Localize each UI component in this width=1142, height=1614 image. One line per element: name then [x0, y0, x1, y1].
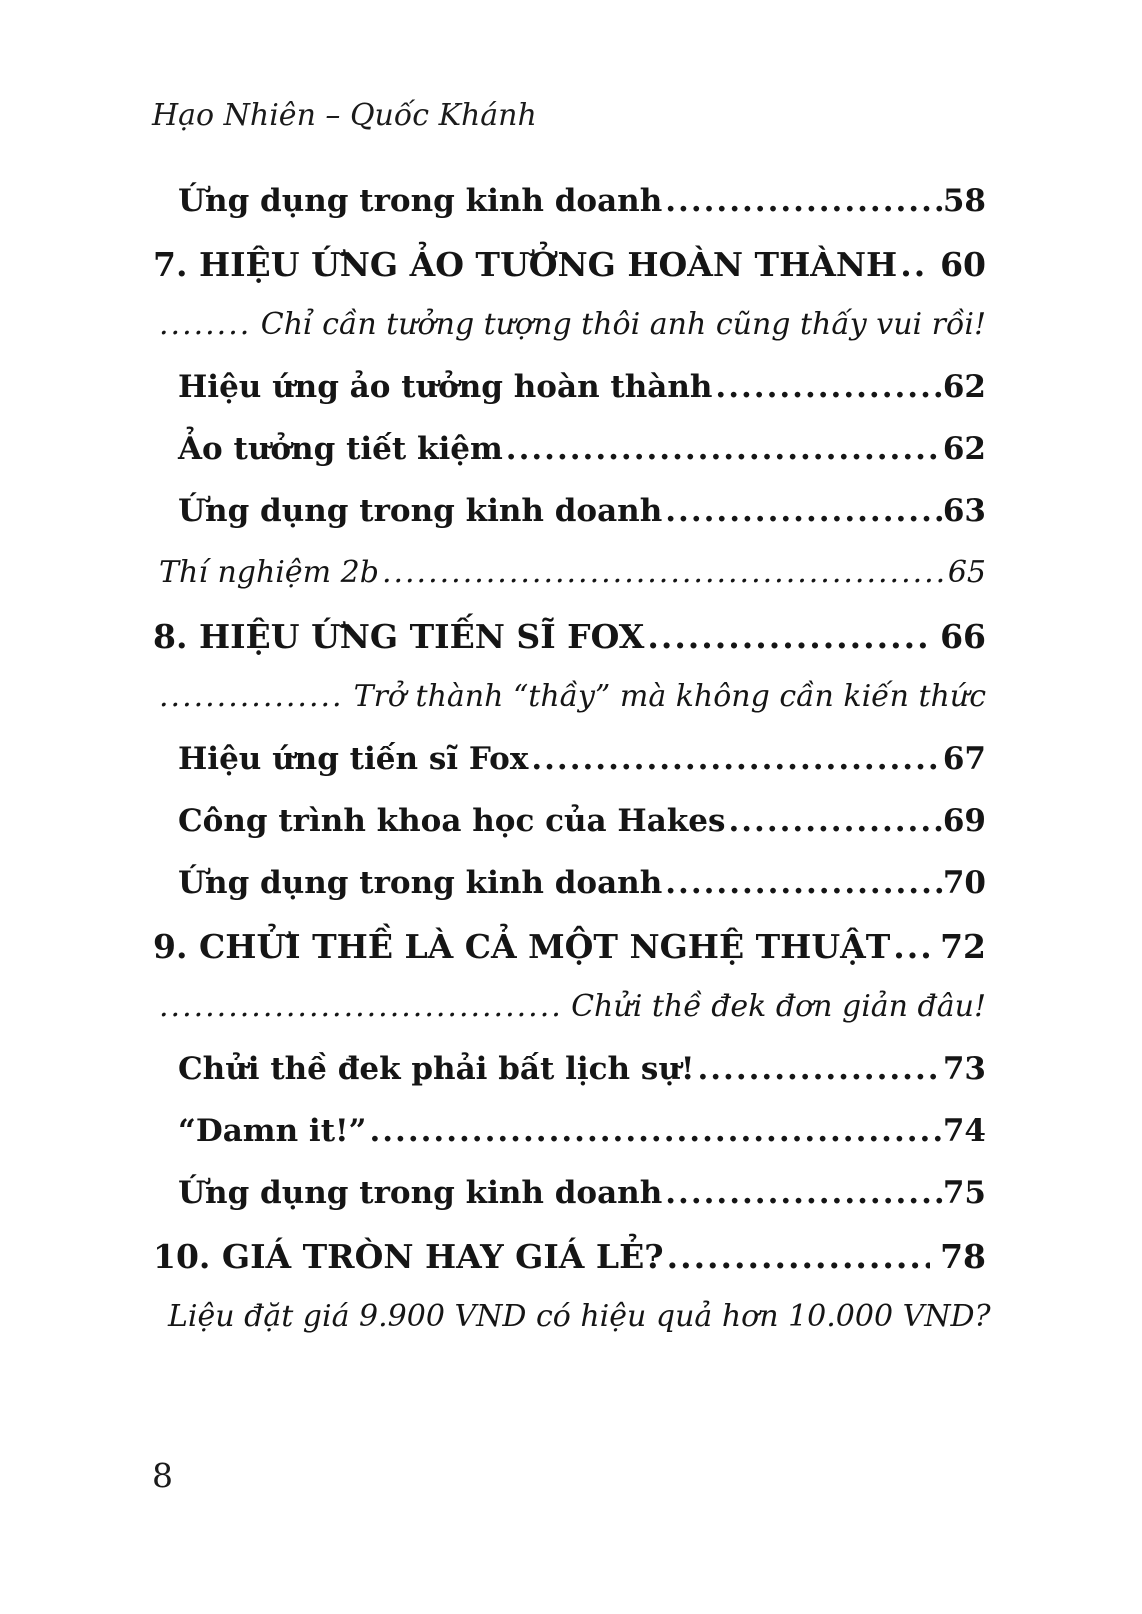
toc-chapter-entry [153, 617, 986, 657]
entry-page-number: 67 [942, 741, 986, 777]
dot-leader [664, 1237, 930, 1276]
toc-sub-entry [178, 1175, 986, 1215]
entry-label: Ứng dụng trong kinh doanh [178, 183, 663, 219]
toc-chapter-tagline [159, 307, 986, 347]
entry-label: Chửi thề đek phải bất lịch sự! [178, 1051, 695, 1087]
dot-leader [159, 679, 345, 714]
toc-chapter-entry [153, 1237, 986, 1277]
entry-page-number: 62 [942, 369, 986, 405]
toc-chapter-tagline [159, 679, 986, 719]
entry-label: Công trình khoa học của Hakes [178, 803, 726, 839]
toc-sub-entry [178, 1051, 986, 1091]
dot-leader [644, 617, 930, 656]
dot-leader [159, 989, 562, 1024]
toc-sub-entry [178, 431, 986, 471]
entry-label: 8. HIỆU ỨNG TIẾN SĨ FOX [153, 617, 645, 656]
entry-page-number: 74 [942, 1113, 986, 1149]
dot-leader [712, 369, 942, 405]
toc-sub-entry [178, 741, 986, 781]
entry-page-number: 65 [947, 555, 986, 590]
entry-page-number: 58 [942, 183, 986, 219]
dot-leader [379, 555, 948, 590]
entry-label: 7. HIỆU ỨNG ẢO TƯỞNG HOÀN THÀNH [153, 245, 898, 284]
dot-leader [159, 307, 252, 342]
running-header-authors: Hạo Nhiên – Quốc Khánh [152, 98, 537, 133]
dot-leader [662, 865, 943, 901]
dot-leader [366, 1113, 942, 1149]
toc-sub-entry [178, 803, 986, 843]
entry-page-number: 62 [942, 431, 986, 467]
entry-label: Chỉ cần tưởng tượng thôi anh cũng thấy vui rồi! [260, 307, 986, 342]
dot-leader [662, 183, 943, 219]
entry-page-number: 73 [942, 1051, 986, 1087]
entry-page-number: 70 [942, 865, 986, 901]
entry-label: Chửi thề đek đơn giản đâu! [571, 989, 986, 1024]
entry-label: Hiệu ứng tiến sĩ Fox [178, 741, 529, 777]
entry-label: Ứng dụng trong kinh doanh [178, 865, 663, 901]
toc-experiment-entry [159, 555, 986, 595]
toc-sub-entry [178, 369, 986, 409]
toc-chapter-tagline [159, 989, 986, 1029]
toc-sub-entry [178, 865, 986, 905]
dot-leader [528, 741, 943, 777]
entry-label: Liệu đặt giá 9.900 VND có hiệu quả hơn 10.000 VND? [168, 1299, 991, 1334]
entry-label: Trở thành “thầy” mà không cần kiến thức [353, 679, 986, 714]
entry-label: 10. GIÁ TRÒN HAY GIÁ LẺ? [153, 1237, 664, 1276]
entry-label: “Damn it!” [178, 1113, 367, 1149]
dot-leader [503, 431, 943, 467]
dot-leader [662, 1175, 943, 1211]
entry-page-number: 69 [942, 803, 986, 839]
toc-chapter-tagline [159, 1299, 991, 1339]
entry-page-number: 75 [942, 1175, 986, 1211]
entry-label: Thí nghiệm 2b [159, 555, 379, 590]
entry-label: Hiệu ứng ảo tưởng hoàn thành [178, 369, 713, 405]
dot-leader [890, 927, 930, 966]
entry-label: Ảo tưởng tiết kiệm [178, 431, 503, 467]
toc-sub-entry [178, 1113, 986, 1153]
dot-leader [662, 493, 943, 529]
toc-chapter-entry [153, 927, 986, 967]
toc-list [153, 183, 991, 1361]
toc-chapter-entry [153, 245, 986, 285]
entry-label: Ứng dụng trong kinh doanh [178, 493, 663, 529]
entry-page-number: 63 [942, 493, 986, 529]
entry-label: 9. CHỬI THỀ LÀ CẢ MỘT NGHỆ THUẬT [153, 927, 891, 966]
folio-page-number: 8 [152, 1456, 173, 1495]
entry-page-number: 60 [940, 245, 986, 284]
entry-page-number: 66 [940, 617, 986, 656]
toc-sub-entry [178, 183, 986, 223]
entry-label: Ứng dụng trong kinh doanh [178, 1175, 663, 1211]
toc-sub-entry [178, 493, 986, 533]
dot-leader [694, 1051, 942, 1087]
dot-leader [897, 245, 930, 284]
entry-page-number: 78 [940, 1237, 986, 1276]
entry-page-number: 72 [940, 927, 986, 966]
dot-leader [725, 803, 942, 839]
